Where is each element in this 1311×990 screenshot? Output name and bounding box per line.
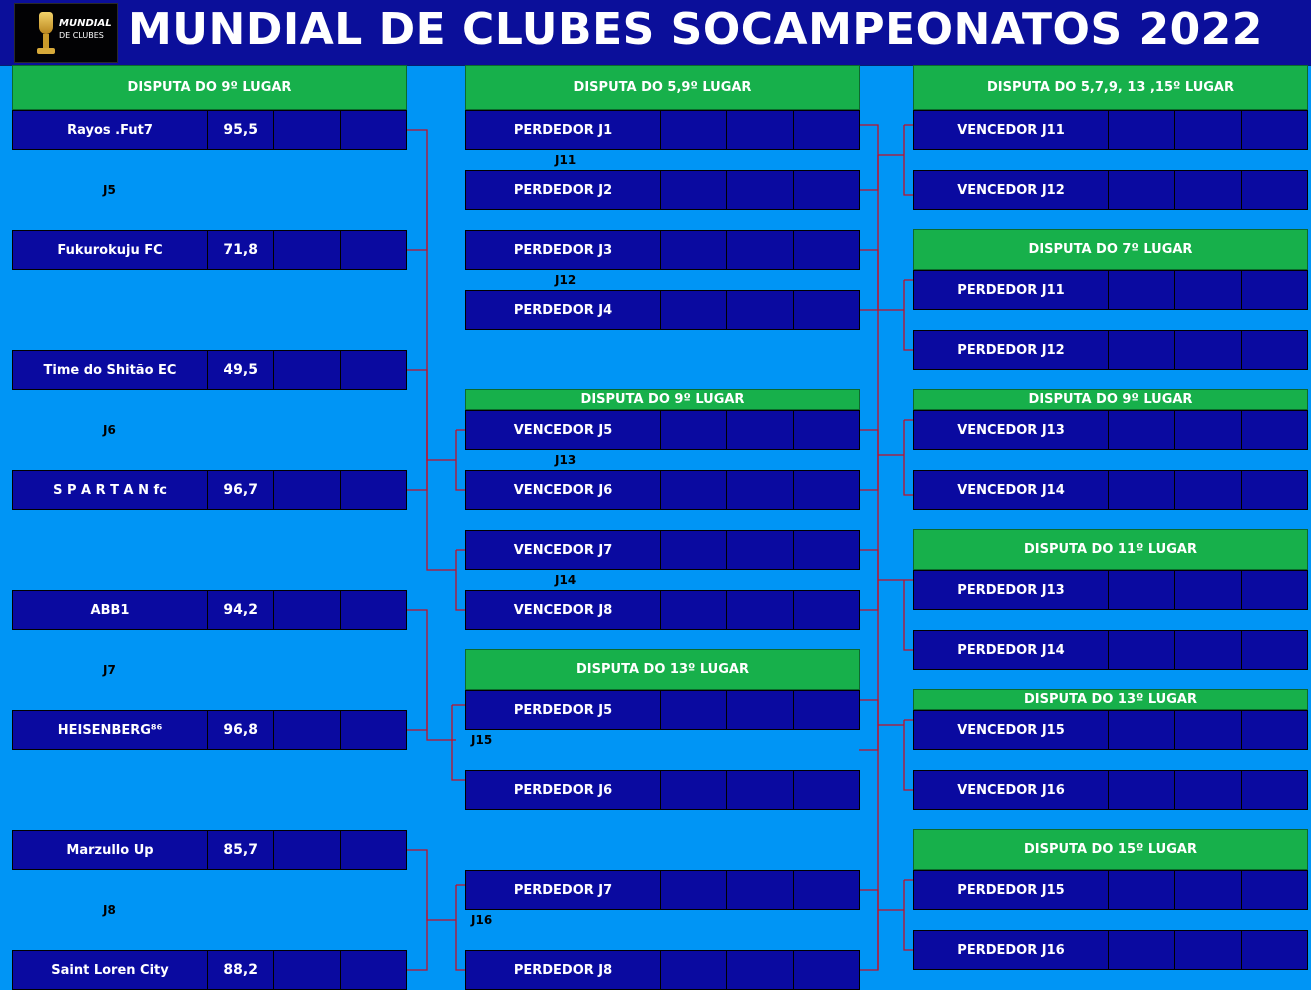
score-cell[interactable] bbox=[660, 111, 726, 149]
empty-cell[interactable] bbox=[1174, 471, 1240, 509]
team-name: PERDEDOR J15 bbox=[957, 882, 1065, 898]
empty-cell[interactable] bbox=[1241, 411, 1307, 449]
empty-cell[interactable] bbox=[1241, 471, 1307, 509]
match-row bbox=[913, 470, 1308, 510]
score-cell[interactable] bbox=[1108, 711, 1174, 749]
match-row bbox=[913, 170, 1308, 210]
team-name: VENCEDOR J14 bbox=[957, 482, 1065, 498]
empty-cell[interactable] bbox=[726, 591, 792, 629]
team-name: PERDEDOR J5 bbox=[513, 702, 613, 718]
game-label: J7 bbox=[103, 663, 116, 677]
team-row bbox=[12, 470, 407, 510]
team-name: Marzullo Up bbox=[66, 842, 154, 858]
team-name: PERDEDOR J16 bbox=[957, 942, 1065, 958]
team-name: VENCEDOR J13 bbox=[957, 422, 1065, 438]
match-row bbox=[465, 690, 860, 730]
empty-cell[interactable] bbox=[1174, 771, 1240, 809]
empty-cell[interactable] bbox=[726, 471, 792, 509]
score-cell[interactable] bbox=[660, 951, 726, 989]
team-name: PERDEDOR J13 bbox=[957, 582, 1065, 598]
match-row bbox=[913, 930, 1308, 970]
score-cell[interactable] bbox=[660, 471, 726, 509]
empty-cell[interactable] bbox=[1241, 711, 1307, 749]
empty-cell[interactable] bbox=[793, 531, 859, 569]
game-label: J11 bbox=[555, 153, 577, 167]
score-cell[interactable] bbox=[1108, 571, 1174, 609]
score-cell[interactable] bbox=[1108, 271, 1174, 309]
empty-cell[interactable] bbox=[1174, 571, 1240, 609]
match-row bbox=[465, 110, 860, 150]
logo-line2: DE CLUBES bbox=[59, 31, 104, 40]
score-cell[interactable]: 96,8 bbox=[207, 711, 273, 749]
empty-cell[interactable] bbox=[1174, 331, 1240, 369]
team-name: VENCEDOR J5 bbox=[513, 422, 613, 438]
team-name: VENCEDOR J11 bbox=[957, 122, 1065, 138]
col3-section-13th: DISPUTA DO 13º LUGAR bbox=[913, 689, 1308, 710]
empty-cell[interactable] bbox=[273, 831, 339, 869]
team-name: VENCEDOR J12 bbox=[957, 182, 1065, 198]
empty-cell[interactable] bbox=[726, 951, 792, 989]
score-cell[interactable]: 49,5 bbox=[207, 351, 273, 389]
col3-section-7th: DISPUTA DO 7º LUGAR bbox=[913, 229, 1308, 270]
team-name: PERDEDOR J3 bbox=[513, 242, 613, 258]
team-name: PERDEDOR J4 bbox=[513, 302, 613, 318]
empty-cell[interactable] bbox=[793, 871, 859, 909]
col2-header: DISPUTA DO 5,9º LUGAR bbox=[465, 65, 860, 110]
score-cell[interactable] bbox=[1108, 111, 1174, 149]
empty-cell[interactable] bbox=[793, 591, 859, 629]
team-name: PERDEDOR J1 bbox=[513, 122, 613, 138]
col1-header: DISPUTA DO 9º LUGAR bbox=[12, 65, 407, 110]
team-row bbox=[12, 830, 407, 870]
empty-cell[interactable] bbox=[726, 691, 792, 729]
game-label: J8 bbox=[103, 903, 116, 917]
match-row bbox=[465, 290, 860, 330]
empty-cell[interactable] bbox=[1241, 771, 1307, 809]
empty-cell[interactable] bbox=[273, 591, 339, 629]
team-row bbox=[12, 350, 407, 390]
game-label: J12 bbox=[555, 273, 577, 287]
game-label: J5 bbox=[103, 183, 116, 197]
score-cell[interactable] bbox=[660, 231, 726, 269]
score-cell[interactable] bbox=[1108, 471, 1174, 509]
score-cell[interactable]: 85,7 bbox=[207, 831, 273, 869]
page-title: MUNDIAL DE CLUBES SOCAMPEONATOS 2022 bbox=[128, 4, 1263, 55]
empty-cell[interactable] bbox=[273, 471, 339, 509]
match-row bbox=[913, 870, 1308, 910]
game-label: J16 bbox=[471, 913, 493, 927]
team-name: Saint Loren City bbox=[51, 962, 169, 978]
empty-cell[interactable] bbox=[340, 231, 406, 269]
game-label: J6 bbox=[103, 423, 116, 437]
empty-cell[interactable] bbox=[726, 411, 792, 449]
score-cell[interactable]: 95,5 bbox=[207, 111, 273, 149]
col2-section-9th: DISPUTA DO 9º LUGAR bbox=[465, 389, 860, 410]
team-name: S P A R T A N fc bbox=[53, 482, 167, 498]
empty-cell[interactable] bbox=[1241, 271, 1307, 309]
match-row bbox=[465, 170, 860, 210]
empty-cell[interactable] bbox=[1241, 171, 1307, 209]
team-name: HEISENBERG⁸⁶ bbox=[57, 722, 163, 738]
score-cell[interactable] bbox=[1108, 331, 1174, 369]
empty-cell[interactable] bbox=[340, 471, 406, 509]
empty-cell[interactable] bbox=[793, 171, 859, 209]
empty-cell[interactable] bbox=[726, 171, 792, 209]
team-row bbox=[12, 110, 407, 150]
empty-cell[interactable] bbox=[340, 591, 406, 629]
team-name: VENCEDOR J15 bbox=[957, 722, 1065, 738]
empty-cell[interactable] bbox=[340, 111, 406, 149]
empty-cell[interactable] bbox=[273, 231, 339, 269]
game-label: J13 bbox=[555, 453, 577, 467]
empty-cell[interactable] bbox=[726, 111, 792, 149]
empty-cell[interactable] bbox=[1174, 271, 1240, 309]
game-label: J15 bbox=[471, 733, 493, 747]
score-cell[interactable] bbox=[660, 591, 726, 629]
empty-cell[interactable] bbox=[793, 771, 859, 809]
team-name: PERDEDOR J2 bbox=[513, 182, 613, 198]
match-row bbox=[913, 410, 1308, 450]
score-cell[interactable] bbox=[1108, 411, 1174, 449]
empty-cell[interactable] bbox=[793, 291, 859, 329]
score-cell[interactable] bbox=[660, 771, 726, 809]
empty-cell[interactable] bbox=[273, 111, 339, 149]
empty-cell[interactable] bbox=[793, 111, 859, 149]
empty-cell[interactable] bbox=[340, 351, 406, 389]
col3-section-9th: DISPUTA DO 9º LUGAR bbox=[913, 389, 1308, 410]
empty-cell[interactable] bbox=[726, 871, 792, 909]
team-row bbox=[12, 590, 407, 630]
empty-cell[interactable] bbox=[1174, 631, 1240, 669]
team-row bbox=[12, 230, 407, 270]
empty-cell[interactable] bbox=[1241, 111, 1307, 149]
empty-cell[interactable] bbox=[273, 351, 339, 389]
empty-cell[interactable] bbox=[1174, 711, 1240, 749]
team-name: PERDEDOR J6 bbox=[513, 782, 613, 798]
score-cell[interactable]: 96,7 bbox=[207, 471, 273, 509]
match-row bbox=[465, 590, 860, 630]
score-cell[interactable] bbox=[660, 411, 726, 449]
empty-cell[interactable] bbox=[340, 711, 406, 749]
empty-cell[interactable] bbox=[1241, 331, 1307, 369]
empty-cell[interactable] bbox=[793, 471, 859, 509]
match-row bbox=[913, 570, 1308, 610]
col3-section-15th: DISPUTA DO 15º LUGAR bbox=[913, 829, 1308, 870]
empty-cell[interactable] bbox=[1241, 871, 1307, 909]
score-cell[interactable] bbox=[660, 531, 726, 569]
score-cell[interactable]: 71,8 bbox=[207, 231, 273, 269]
score-cell[interactable] bbox=[1108, 931, 1174, 969]
empty-cell[interactable] bbox=[340, 831, 406, 869]
team-name: PERDEDOR J11 bbox=[957, 282, 1065, 298]
col3-header: DISPUTA DO 5,7,9, 13 ,15º LUGAR bbox=[913, 65, 1308, 110]
team-name: VENCEDOR J6 bbox=[513, 482, 613, 498]
empty-cell[interactable] bbox=[1174, 931, 1240, 969]
team-name: Time do Shitão EC bbox=[43, 362, 177, 378]
team-row bbox=[12, 710, 407, 750]
team-name: PERDEDOR J14 bbox=[957, 642, 1065, 658]
empty-cell[interactable] bbox=[273, 711, 339, 749]
match-row bbox=[465, 470, 860, 510]
empty-cell[interactable] bbox=[1241, 931, 1307, 969]
match-row bbox=[465, 530, 860, 570]
match-row bbox=[913, 110, 1308, 150]
score-cell[interactable] bbox=[660, 291, 726, 329]
empty-cell[interactable] bbox=[1241, 631, 1307, 669]
empty-cell[interactable] bbox=[793, 691, 859, 729]
score-cell[interactable] bbox=[660, 871, 726, 909]
empty-cell[interactable] bbox=[793, 231, 859, 269]
empty-cell[interactable] bbox=[1174, 171, 1240, 209]
team-name: VENCEDOR J16 bbox=[957, 782, 1065, 798]
match-row bbox=[465, 870, 860, 910]
match-row bbox=[913, 270, 1308, 310]
empty-cell[interactable] bbox=[1241, 571, 1307, 609]
col3-section-11th: DISPUTA DO 11º LUGAR bbox=[913, 529, 1308, 570]
match-row bbox=[465, 230, 860, 270]
empty-cell[interactable] bbox=[1174, 411, 1240, 449]
empty-cell[interactable] bbox=[1174, 111, 1240, 149]
team-name: PERDEDOR J7 bbox=[513, 882, 613, 898]
score-cell[interactable] bbox=[1108, 171, 1174, 209]
score-cell[interactable] bbox=[660, 691, 726, 729]
team-name: Fukurokuju FC bbox=[57, 242, 163, 258]
empty-cell[interactable] bbox=[726, 771, 792, 809]
game-label: J14 bbox=[555, 573, 577, 587]
match-row bbox=[913, 770, 1308, 810]
score-cell[interactable]: 94,2 bbox=[207, 591, 273, 629]
match-row bbox=[913, 710, 1308, 750]
match-row bbox=[913, 330, 1308, 370]
match-row bbox=[465, 950, 860, 990]
team-name: VENCEDOR J8 bbox=[513, 602, 613, 618]
score-cell[interactable] bbox=[660, 171, 726, 209]
match-row bbox=[465, 410, 860, 450]
empty-cell[interactable] bbox=[340, 951, 406, 989]
logo-line1: MUNDIAL bbox=[59, 18, 112, 29]
empty-cell[interactable] bbox=[1174, 871, 1240, 909]
empty-cell[interactable] bbox=[726, 291, 792, 329]
match-row bbox=[913, 630, 1308, 670]
empty-cell[interactable] bbox=[793, 411, 859, 449]
score-cell[interactable]: 88,2 bbox=[207, 951, 273, 989]
empty-cell[interactable] bbox=[273, 951, 339, 989]
team-name: PERDEDOR J8 bbox=[513, 962, 613, 978]
empty-cell[interactable] bbox=[793, 951, 859, 989]
score-cell[interactable] bbox=[1108, 771, 1174, 809]
score-cell[interactable] bbox=[1108, 631, 1174, 669]
score-cell[interactable] bbox=[1108, 871, 1174, 909]
col2-section-13th: DISPUTA DO 13º LUGAR bbox=[465, 649, 860, 690]
empty-cell[interactable] bbox=[726, 231, 792, 269]
team-row bbox=[12, 950, 407, 990]
team-name: Rayos .Fut7 bbox=[67, 122, 153, 138]
team-name: ABB1 bbox=[90, 602, 130, 618]
team-name: VENCEDOR J7 bbox=[513, 542, 613, 558]
team-name: PERDEDOR J12 bbox=[957, 342, 1065, 358]
match-row bbox=[465, 770, 860, 810]
empty-cell[interactable] bbox=[726, 531, 792, 569]
